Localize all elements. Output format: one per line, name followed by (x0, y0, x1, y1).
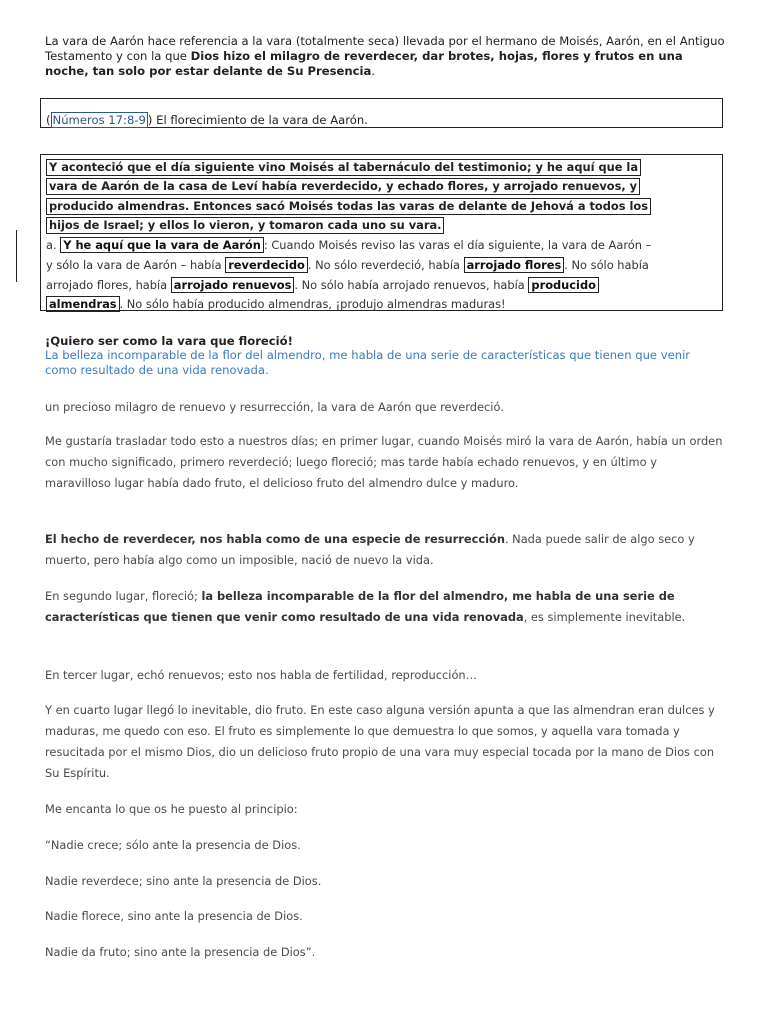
commentary-text: . No sólo había (564, 258, 649, 272)
commentary-line (46, 278, 599, 293)
highlight-word: reverdecido (225, 257, 308, 273)
paragraph-text: En segundo lugar, floreció; (45, 589, 202, 603)
commentary-line (46, 297, 506, 312)
commentary-text: arrojado flores, había (46, 278, 171, 292)
section-title: ¡Quiero ser como la vara que floreció! (45, 334, 293, 348)
commentary-text: y sólo la vara de Aarón – había (46, 258, 226, 272)
paragraph: Y en cuarto lugar llegó lo inevitable, dio fruto. En este caso alguna versión apunta a que las almendran eran dulces y maduras, me quedo con eso. El fruto es simplemente lo que demuestra lo que somos, y aquella vara tomada y resucitada por el mismo Dios, dio un delicioso fruto propio de una vara muy especial tocada por la mano de Dios con Su Espíritu. (45, 703, 715, 780)
commentary-text: . No sólo reverdeció, había (307, 258, 464, 272)
paragraph-bold: la belleza incomparable de la flor del almendro, me habla de una serie de características que tienen que venir como resultado de una vida renovada (45, 589, 675, 624)
paragraph: Nadie da fruto; sino ante la presencia de Dios”. (45, 945, 316, 959)
highlight-quote: La belleza incomparable de la flor del almendro, me habla de una serie de características que tienen que venir como resultado de una vida renovada. (45, 348, 691, 377)
paragraph: Me gustaría trasladar todo esto a nuestros días; en primer lugar, cuando Moisés miró la vara de Aarón, había un orden con mucho significado, primero reverdeció; luego floreció; mas tarde había echado renuevos, y en último y maravilloso lugar había dado fruto, el delicioso fruto del almendro dulce y maduro. (45, 434, 723, 490)
commentary-line (46, 238, 651, 253)
verse-line: Y aconteció que el día siguiente vino Moisés al tabernáculo del testimonio; y he aquí que la (46, 159, 641, 176)
paragraph: Nadie reverdece; sino ante la presencia de Dios. (45, 874, 322, 888)
highlight-word: arrojado renuevos (171, 277, 295, 293)
commentary-line (46, 258, 649, 273)
paragraph-bold: El hecho de reverdecer, nos habla como de una especie de resurrección (45, 532, 505, 546)
margin-line (16, 230, 17, 282)
paragraph: “Nadie crece; sólo ante la presencia de Dios. (45, 838, 301, 852)
intro-bold: Dios hizo el milagro de reverdecer, dar brotes, hojas, flores y frutos en una noche, tan solo por estar delante de Su Presencia (45, 49, 683, 78)
paragraph: Nadie florece, sino ante la presencia de Dios. (45, 909, 303, 923)
verse-line: producido almendras. Entonces sacó Moisés todas las varas de delante de Jehová a todos los (46, 198, 651, 215)
reference-open: ( (46, 113, 51, 127)
commentary-prefix: a. (46, 238, 61, 252)
paragraph-text: , es simplemente inevitable. (523, 610, 686, 624)
paragraph (45, 529, 725, 571)
intro-end: . (371, 64, 375, 78)
paragraph: un precioso milagro de renuevo y resurrección, la vara de Aarón que reverdeció. (45, 400, 504, 414)
verse-line: hijos de Israel; y ellos lo vieron, y tomaron cada uno su vara. (46, 217, 444, 234)
paragraph-text: . Nada puede salir de algo seco y muerto, pero había algo como un imposible, nació de nuevo la vida. (45, 532, 695, 567)
reference-link[interactable]: Números 17:8-9 (52, 113, 146, 127)
intro-paragraph (45, 34, 725, 79)
highlight-word: almendras (46, 296, 120, 312)
paragraph: En tercer lugar, echó renuevos; esto nos habla de fertilidad, reproducción… (45, 668, 478, 682)
highlight-word: producido (528, 277, 599, 293)
reference-line (46, 113, 368, 127)
intro-text: La vara de Aarón hace referencia a la vara (totalmente seca) llevada por el hermano de Moisés, Aarón, en el Antiguo Testamento y con la que (45, 34, 725, 63)
verse-box (40, 154, 723, 311)
verse-line: vara de Aarón de la casa de Leví había reverdecido, y echado flores, y arrojado renuevos, y (46, 178, 640, 195)
paragraph (45, 586, 725, 628)
reference-title: ) El florecimiento de la vara de Aarón. (147, 113, 368, 127)
reference-box (40, 98, 723, 128)
paragraph: Me encanta lo que os he puesto al principio: (45, 802, 298, 816)
highlight-phrase: Y he aquí que la vara de Aarón (60, 237, 264, 253)
commentary-text: . No sólo había arrojado renuevos, había (294, 278, 529, 292)
commentary-text: : Cuando Moisés reviso las varas el día siguiente, la vara de Aarón – (263, 238, 652, 252)
highlight-word: arrojado flores (464, 257, 565, 273)
commentary-text: . No sólo había producido almendras, ¡produjo almendras maduras! (119, 297, 506, 311)
